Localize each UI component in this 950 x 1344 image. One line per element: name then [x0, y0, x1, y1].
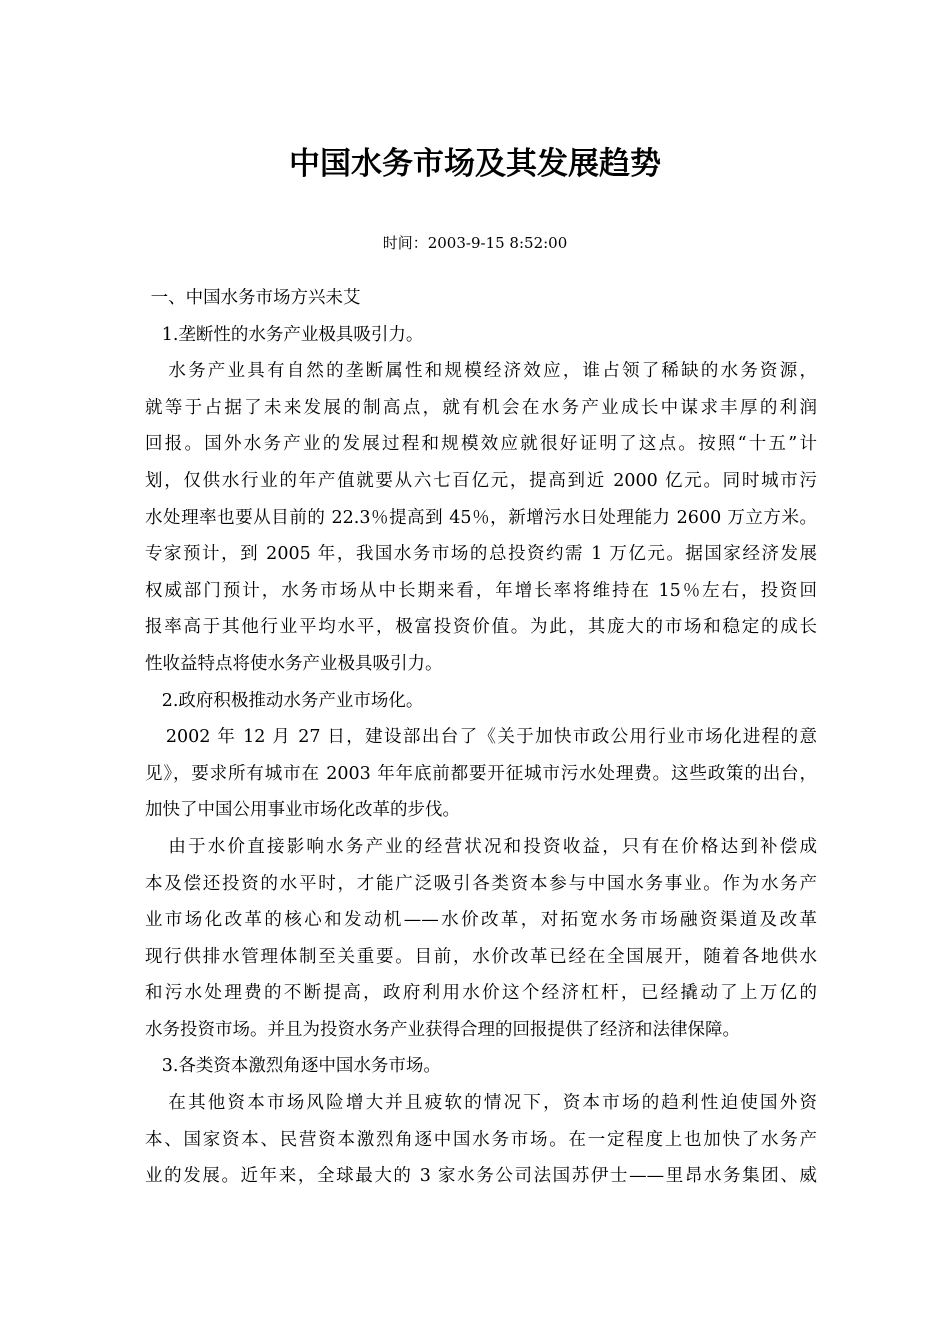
section-heading — [145, 280, 817, 317]
paragraph-line — [145, 646, 817, 683]
line-text: 业的发展。近年来，全球最大的 3 家水务公司法国苏伊士——里昂水务集团、威 — [145, 1166, 817, 1187]
paragraph-line — [145, 975, 817, 1012]
line-text: 业市场化改革的核心和发动机——水价改革，对拓宽水务市场融资渠道及改革 — [145, 910, 817, 931]
paragraph-line — [145, 719, 817, 756]
line-text: 现行供排水管理体制至关重要。目前，水价改革已经在全国展开，随着各地供水 — [145, 946, 817, 967]
line-text: 权威部门预计，水务市场从中长期来看，年增长率将维持在 15％左右，投资回 — [145, 580, 817, 601]
line-text: 水务投资市场。并且为投资水务产业获得合理的回报提供了经济和法律保障。 — [145, 1019, 740, 1040]
page-title: 中国水务市场及其发展趋势 — [289, 146, 661, 182]
line-text: 划，仅供水行业的年产值就要从六七百亿元，提高到近 2000 亿元。同时城市污 — [145, 470, 817, 491]
line-text: 报率高于其他行业平均水平，极富投资价值。为此，其庞大的市场和稳定的成长 — [145, 617, 817, 638]
line-text: 水处理率也要从目前的 22.3％提高到 45％，新增污水日处理能力 2600 万立方米。 — [145, 507, 817, 528]
paragraph-line — [145, 1122, 817, 1159]
paragraph-line — [145, 1158, 817, 1195]
paragraph-line — [145, 756, 817, 793]
section-heading — [145, 317, 817, 354]
line-text: 水务产业具有自然的垄断属性和规模经济效应，谁占领了稀缺的水务资源， — [145, 361, 817, 382]
line-text: 性收益特点将使水务产业极具吸引力。 — [145, 653, 443, 674]
paragraph-line — [145, 353, 817, 390]
line-text: 就等于占据了未来发展的制高点，就有机会在水务产业成长中谋求丰厚的利润 — [145, 397, 817, 418]
paragraph-line — [145, 1012, 817, 1049]
line-text: 和污水处理费的不断提高，政府利用水价这个经济杠杆，已经撬动了上万亿的 — [145, 983, 817, 1004]
line-text: 专家预计，到 2005 年，我国水务市场的总投资约需 1 万亿元。据国家经济发展 — [145, 544, 817, 565]
paragraph-line — [145, 609, 817, 646]
line-text: 在其他资本市场风险增大并且疲软的情况下，资本市场的趋利性迫使国外资 — [145, 1093, 817, 1114]
paragraph-line — [145, 1085, 817, 1122]
line-text: 回报。国外水务产业的发展过程和规模效应就很好证明了这点。按照“十五”计 — [145, 434, 817, 455]
paragraph-line — [145, 536, 817, 573]
publish-time: 时间：2003-9-15 8:52:00 — [382, 234, 568, 252]
paragraph-line — [145, 902, 817, 939]
paragraph-line — [145, 500, 817, 537]
section-heading — [145, 1048, 817, 1085]
section-heading — [145, 683, 817, 720]
paragraph-line — [145, 792, 817, 829]
paragraph-line — [145, 463, 817, 500]
line-text: 2.政府积极推动水务产业市场化。 — [145, 690, 424, 711]
line-text: 一、中国水务市场方兴未艾 — [145, 288, 361, 308]
article-body — [145, 280, 817, 1195]
paragraph-line — [145, 390, 817, 427]
paragraph-line — [145, 829, 817, 866]
line-text: 本及偿还投资的水平时，才能广泛吸引各类资本参与中国水务事业。作为水务产 — [145, 873, 817, 894]
paragraph-line — [145, 426, 817, 463]
line-text: 1.垄断性的水务产业极具吸引力。 — [145, 324, 424, 345]
paragraph-line — [145, 866, 817, 903]
line-text: 本、国家资本、民营资本激烈角逐中国水务市场。在一定程度上也加快了水务产 — [145, 1129, 817, 1150]
line-text: 加快了中国公用事业市场化改革的步伐。 — [145, 800, 460, 821]
paragraph-line — [145, 573, 817, 610]
line-text: 见》，要求所有城市在 2003 年年底前都要开征城市污水处理费。这些政策的出台， — [145, 763, 817, 784]
line-text: 3.各类资本激烈角逐中国水务市场。 — [145, 1056, 441, 1077]
line-text: 由于水价直接影响水务产业的经营状况和投资收益，只有在价格达到补偿成 — [145, 836, 817, 857]
line-text: 2002 年 12 月 27 日，建设部出台了《关于加快市政公用行业市场化进程的意 — [145, 727, 817, 748]
paragraph-line — [145, 939, 817, 976]
